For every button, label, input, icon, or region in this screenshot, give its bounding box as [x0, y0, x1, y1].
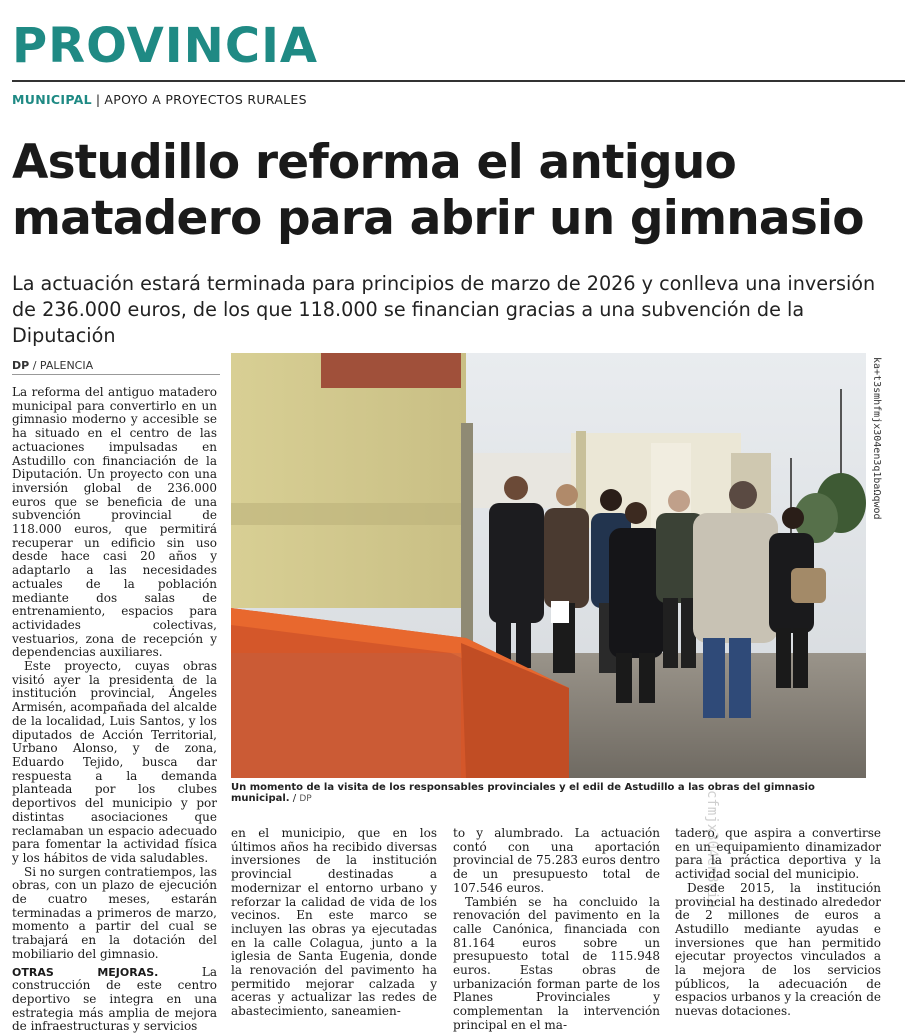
intertitle: OTRAS MEJORAS.	[12, 965, 159, 979]
side-code-text: ka+t3smhfmjx304en3q1baΩqwod	[871, 357, 882, 520]
article-column-4	[675, 827, 881, 1019]
paragraph-text: La construcción de este centro deportivo se integra en una estrategia más amplia de mejora de infraestructuras y servicios	[12, 964, 217, 1034]
caption-text: Un momento de la visita de los responsables provinciales y el edil de Astudillo a las obras del gimnasio municipal.	[231, 782, 815, 804]
kicker-topic: APOYO A PROYECTOS RURALES	[104, 92, 307, 107]
paragraph: Si no surgen contratiempos, las obras, con un plazo de ejecución de cuatro meses, estarán terminadas a primeros de marzo, momento a partir del cual se trabajará en la dotación del mobiliario del gimnasio.	[12, 864, 217, 961]
headline-line-2: matadero para abrir un gimnasio	[12, 191, 864, 246]
paragraph: to y alumbrado. La actuación contó con una aportación provincial de 75.283 euros dentro de un presupuesto total de 107.546 euros.	[453, 826, 660, 895]
kicker-separator: |	[95, 92, 101, 107]
kicker-category: MUNICIPAL	[12, 92, 92, 107]
watermark-text: cfmjx304en3qib	[704, 790, 720, 909]
headline	[12, 135, 902, 247]
article-photo	[231, 353, 866, 778]
article-column-1	[12, 386, 217, 1034]
section-divider	[12, 80, 905, 82]
article-column-3	[453, 827, 660, 1033]
byline-agency: DP	[12, 359, 30, 372]
paragraph: Desde 2015, la institución provincial ha destinado alrededor de 2 millones de euros a Astudillo mediante ayudas e inversiones que han permitido ejecutar proyectos vinculados a la mejora de los servicios públicos, la adecuación de espacios urbanos y la creación de nuevas dotaciones.	[675, 880, 881, 1019]
headline-line-1: Astudillo reforma el antiguo	[12, 135, 737, 190]
paragraph: La reforma del antiguo matadero municipal para convertirlo en un gimnasio moderno y accesible se ha situado en el centro de las actuaciones impulsadas en Astudillo con financiación de la Diputación. Un proyecto con una inversión global de 236.000 euros que se beneficia de una subvención provincial de 118.000 euros, que permitirá recuperar un edificio sin uso desde hace casi 20 años y adaptarlo a las necesidades actuales de la población mediante dos salas de entrenamiento, espacios para actividades colectivas, vestuarios, zona de recepción y dependencias auxiliares.	[12, 385, 217, 660]
paragraph: tadero, que aspira a convertirse en un equipamiento dinamizador para la práctica deportiva y la actividad social del municipio.	[675, 826, 881, 882]
section-title: PROVINCIA	[12, 18, 319, 74]
paragraph: en el municipio, que en los últimos años ha recibido diversas inversiones de la institución provincial destinadas a modernizar el entorno urbano y reforzar la calidad de vida de los vecinos. En este marco se incluyen las obras ya ejecutadas en la calle Colagua, junto a la iglesia de Santa Eugenia, donde la renovación del pavimento ha permitido mejorar calzada y aceras y actualizar las redes de abastecimiento, saneamien-	[231, 826, 437, 1019]
kicker	[12, 92, 307, 107]
byline-divider	[12, 374, 220, 375]
byline-place: PALENCIA	[39, 359, 94, 372]
photo-caption: Un momento de la visita de los responsables provinciales y el edil de Astudillo a las obras del gimnasio municipal. / DP	[231, 782, 815, 804]
photo-credit: DP	[299, 794, 312, 804]
paragraph: Este proyecto, cuyas obras visitó ayer la presidenta de la institución provincial, Ángeles Armisén, acompañada del alcalde de la localidad, Luis Santos, y los diputados de Acción Territorial, Urbano Alonso, y de zona, Eduardo Tejido, busca dar respuesta a la demanda planteada por los clubes deportivos del municipio y por distintas asociaciones que reclamaban un espacio adecuado para fomentar la actividad física y los hábitos de vida saludables.	[12, 659, 218, 865]
byline: DP / PALENCIA	[12, 359, 94, 372]
article-column-2	[231, 827, 437, 1019]
paragraph: También se ha concluido la renovación del pavimento en la calle Canónica, financiada con 81.164 euros sobre un presupuesto total de 115.948 euros. Estas obras de urbanización forman parte de los Planes Provinciales y complementan la intervención principal en el ma-	[453, 894, 660, 1032]
subheadline: La actuación estará terminada para principios de marzo de 2026 y conlleva una inversión de 236.000 euros, de los que 118.000 se financian gracias a una subvención de la Diputación	[12, 272, 876, 347]
